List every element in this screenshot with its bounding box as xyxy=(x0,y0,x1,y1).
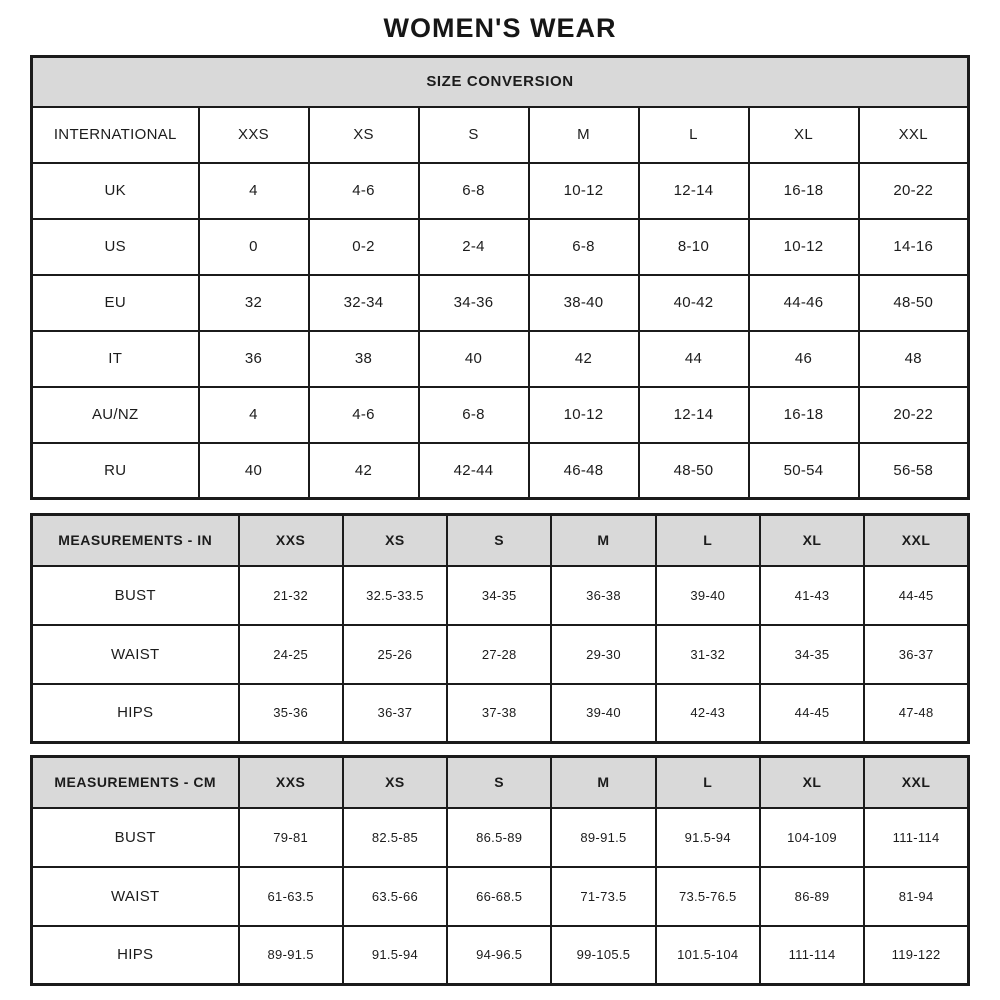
measurement-value: 94-96.5 xyxy=(447,926,551,985)
size-value: 38 xyxy=(309,331,419,387)
measurement-value: 44-45 xyxy=(864,566,968,625)
column-header-m: M xyxy=(551,757,655,808)
size-value: 42 xyxy=(309,443,419,499)
column-header-xs: XS xyxy=(309,107,419,163)
size-value: 16-18 xyxy=(749,387,859,443)
measurement-value: 119-122 xyxy=(864,926,968,985)
measurement-value: 81-94 xyxy=(864,867,968,926)
size-value: 12-14 xyxy=(639,163,749,219)
measurement-value: 61-63.5 xyxy=(239,867,343,926)
column-header-xxs: XXS xyxy=(239,515,343,566)
column-header-s: S xyxy=(419,107,529,163)
measurement-value: 101.5-104 xyxy=(656,926,760,985)
measurement-value: 91.5-94 xyxy=(343,926,447,985)
measurement-value: 34-35 xyxy=(760,625,864,684)
size-value: 42-44 xyxy=(419,443,529,499)
table-row xyxy=(32,808,969,867)
page-title: WOMEN'S WEAR xyxy=(383,13,617,43)
measurement-value: 27-28 xyxy=(447,625,551,684)
size-value: 0 xyxy=(199,219,309,275)
size-value: 44-46 xyxy=(749,275,859,331)
size-value: 56-58 xyxy=(859,443,969,499)
column-header-xl: XL xyxy=(760,515,864,566)
column-header-xs: XS xyxy=(343,515,447,566)
table-row xyxy=(32,757,969,808)
measurement-value: 42-43 xyxy=(656,684,760,743)
measurement-value: 89-91.5 xyxy=(239,926,343,985)
measurement-value: 31-32 xyxy=(656,625,760,684)
size-value: 20-22 xyxy=(859,387,969,443)
measurement-value: 91.5-94 xyxy=(656,808,760,867)
measurement-value: 24-25 xyxy=(239,625,343,684)
column-header-xxs: XXS xyxy=(199,107,309,163)
measurement-value: 21-32 xyxy=(239,566,343,625)
table-row xyxy=(32,57,969,107)
column-header-xxl: XXL xyxy=(859,107,969,163)
size-value: 6-8 xyxy=(419,163,529,219)
size-value: 12-14 xyxy=(639,387,749,443)
size-value: 14-16 xyxy=(859,219,969,275)
measurement-value: 34-35 xyxy=(447,566,551,625)
column-header-m: M xyxy=(551,515,655,566)
measurement-value: 44-45 xyxy=(760,684,864,743)
size-value: 42 xyxy=(529,331,639,387)
measurement-value: 63.5-66 xyxy=(343,867,447,926)
table-row xyxy=(32,625,969,684)
column-header-xxl: XXL xyxy=(864,757,968,808)
size-value: 4-6 xyxy=(309,387,419,443)
measurement-value: 41-43 xyxy=(760,566,864,625)
table-row xyxy=(32,443,969,499)
measurement-value: 32.5-33.5 xyxy=(343,566,447,625)
column-header-s: S xyxy=(447,757,551,808)
table-row xyxy=(32,163,969,219)
measurement-value: 39-40 xyxy=(656,566,760,625)
row-label-ru: RU xyxy=(32,443,199,499)
row-label-waist: WAIST xyxy=(32,867,239,926)
size-value: 46-48 xyxy=(529,443,639,499)
size-value: 48-50 xyxy=(639,443,749,499)
row-label-hips: HIPS xyxy=(32,926,239,985)
size-value: 4 xyxy=(199,163,309,219)
measurements-in-table xyxy=(30,513,970,744)
size-value: 10-12 xyxy=(529,387,639,443)
row-label-it: IT xyxy=(32,331,199,387)
table-row xyxy=(32,867,969,926)
size-value: 6-8 xyxy=(529,219,639,275)
size-value: 32 xyxy=(199,275,309,331)
measurements-cm-table xyxy=(30,755,970,986)
size-value: 2-4 xyxy=(419,219,529,275)
table-row xyxy=(32,107,969,163)
measurement-value: 35-36 xyxy=(239,684,343,743)
size-value: 40-42 xyxy=(639,275,749,331)
column-header-xs: XS xyxy=(343,757,447,808)
row-label-eu: EU xyxy=(32,275,199,331)
measurement-value: 29-30 xyxy=(551,625,655,684)
table-row xyxy=(32,515,969,566)
table-row xyxy=(32,926,969,985)
column-header-l: L xyxy=(639,107,749,163)
size-value: 40 xyxy=(199,443,309,499)
measurement-value: 79-81 xyxy=(239,808,343,867)
size-value: 32-34 xyxy=(309,275,419,331)
column-header-s: S xyxy=(447,515,551,566)
measurement-value: 39-40 xyxy=(551,684,655,743)
measurement-value: 36-37 xyxy=(864,625,968,684)
measurement-value: 111-114 xyxy=(864,808,968,867)
column-header-l: L xyxy=(656,757,760,808)
measurement-value: 25-26 xyxy=(343,625,447,684)
table-row xyxy=(32,275,969,331)
size-value: 4 xyxy=(199,387,309,443)
row-label-waist: WAIST xyxy=(32,625,239,684)
measurement-value: 104-109 xyxy=(760,808,864,867)
measurement-value: 89-91.5 xyxy=(551,808,655,867)
size-conversion-caption: SIZE CONVERSION xyxy=(32,57,969,107)
row-label-hips: HIPS xyxy=(32,684,239,743)
measurement-value: 71-73.5 xyxy=(551,867,655,926)
row-label-bust: BUST xyxy=(32,566,239,625)
size-value: 48-50 xyxy=(859,275,969,331)
measurement-value: 36-38 xyxy=(551,566,655,625)
measurement-value: 73.5-76.5 xyxy=(656,867,760,926)
row-label-uk: UK xyxy=(32,163,199,219)
measurement-value: 82.5-85 xyxy=(343,808,447,867)
size-value: 50-54 xyxy=(749,443,859,499)
measurement-value: 99-105.5 xyxy=(551,926,655,985)
size-value: 38-40 xyxy=(529,275,639,331)
size-conversion-table xyxy=(30,55,970,500)
column-header-measurements-in: MEASUREMENTS - IN xyxy=(32,515,239,566)
column-header-xl: XL xyxy=(749,107,859,163)
measurement-value: 86.5-89 xyxy=(447,808,551,867)
column-header-l: L xyxy=(656,515,760,566)
size-value: 10-12 xyxy=(529,163,639,219)
measurement-value: 36-37 xyxy=(343,684,447,743)
size-value: 44 xyxy=(639,331,749,387)
measurement-value: 37-38 xyxy=(447,684,551,743)
size-value: 40 xyxy=(419,331,529,387)
column-header-xl: XL xyxy=(760,757,864,808)
size-value: 6-8 xyxy=(419,387,529,443)
size-value: 10-12 xyxy=(749,219,859,275)
size-value: 48 xyxy=(859,331,969,387)
size-value: 0-2 xyxy=(309,219,419,275)
size-value: 4-6 xyxy=(309,163,419,219)
column-header-international: INTERNATIONAL xyxy=(32,107,199,163)
measurement-value: 86-89 xyxy=(760,867,864,926)
column-header-m: M xyxy=(529,107,639,163)
row-label-aunz: AU/NZ xyxy=(32,387,199,443)
size-value: 36 xyxy=(199,331,309,387)
table-row xyxy=(32,219,969,275)
size-value: 20-22 xyxy=(859,163,969,219)
column-header-xxs: XXS xyxy=(239,757,343,808)
table-row xyxy=(32,566,969,625)
table-row xyxy=(32,331,969,387)
size-value: 8-10 xyxy=(639,219,749,275)
column-header-measurements-cm: MEASUREMENTS - CM xyxy=(32,757,239,808)
measurement-value: 111-114 xyxy=(760,926,864,985)
size-value: 46 xyxy=(749,331,859,387)
measurement-value: 66-68.5 xyxy=(447,867,551,926)
row-label-bust: BUST xyxy=(32,808,239,867)
size-value: 16-18 xyxy=(749,163,859,219)
measurement-value: 47-48 xyxy=(864,684,968,743)
table-row xyxy=(32,387,969,443)
row-label-us: US xyxy=(32,219,199,275)
size-value: 34-36 xyxy=(419,275,529,331)
table-row xyxy=(32,684,969,743)
column-header-xxl: XXL xyxy=(864,515,968,566)
